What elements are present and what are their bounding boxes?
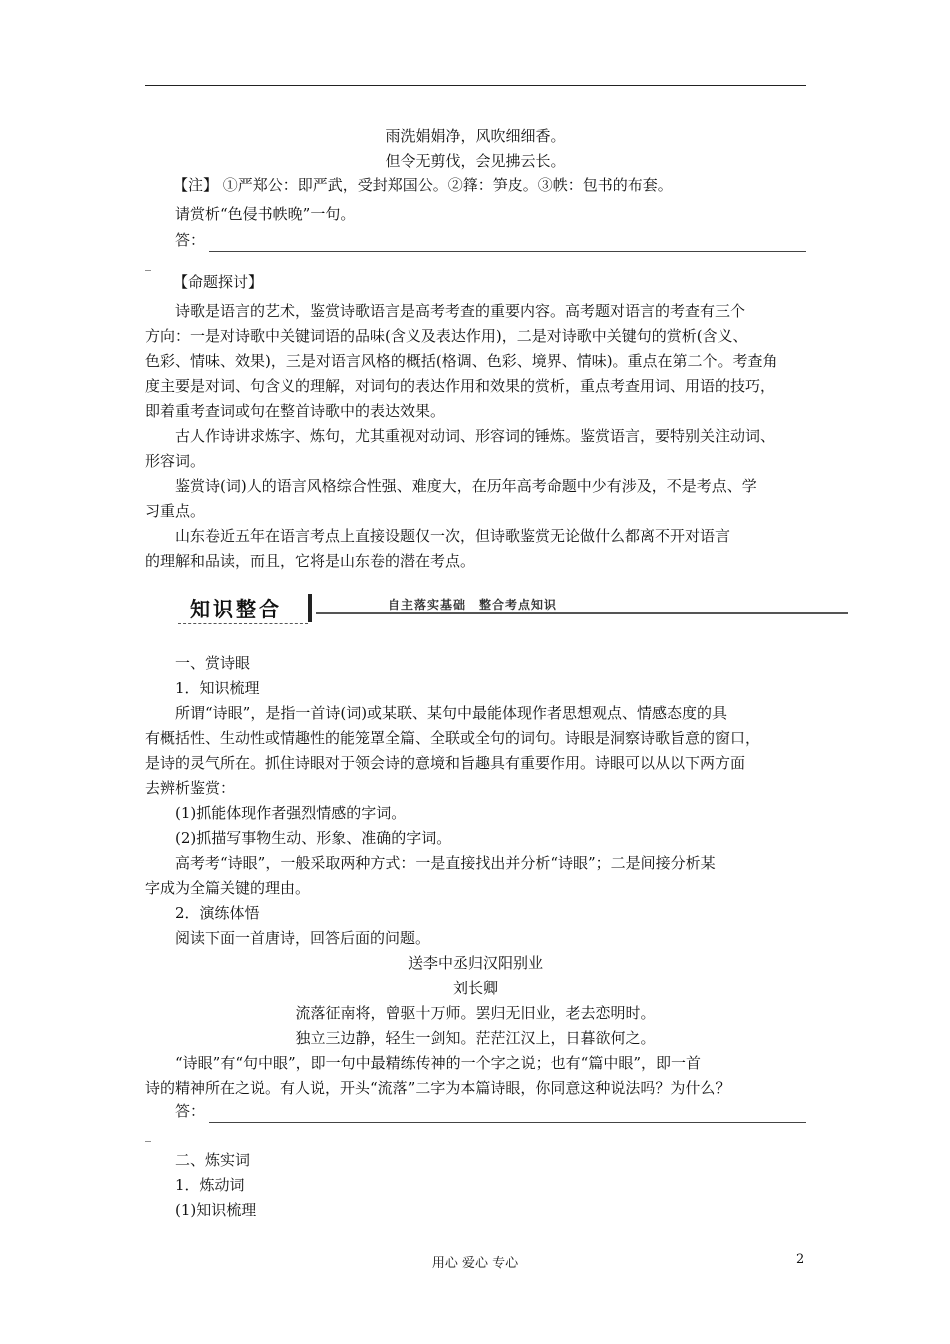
- paragraph-line: 高考考“诗眼”，一般采取两种方式：一是直接找出并分析“诗眼”；二是间接分析某: [175, 854, 716, 872]
- paragraph-line: 的理解和品读，而且，它将是山东卷的潜在考点。: [145, 552, 476, 570]
- paragraph-line: 是诗的灵气所在。抓住诗眼对于领会诗的意境和旨趣具有重要作用。诗眼可以从以下两方面: [145, 754, 746, 772]
- paragraph-line: 去辨析鉴赏：: [145, 779, 236, 797]
- answer-line[interactable]: [145, 1099, 806, 1123]
- banner-underline: [178, 623, 308, 624]
- banner-divider: [308, 594, 312, 622]
- paragraph-line: 诗歌是语言的艺术，鉴赏诗歌语言是高考考查的重要内容。高考题对语言的考查有三个: [175, 302, 746, 320]
- paragraph-line: 山东卷近五年在语言考点上直接设题仅一次，但诗歌鉴赏无论做什么都离不开对语言: [175, 527, 731, 545]
- answer-label: 答：: [175, 231, 206, 249]
- paragraph-line: 字成为全篇关键的理由。: [145, 879, 311, 897]
- paragraph-line: 所谓“诗眼”，是指一首诗(词)或某联、某句中最能体现作者思想观点、情感态度的具: [175, 704, 728, 722]
- paragraph-line: 方向：一是对诗歌中关键词语的品味(含义及表达作用)，二是对诗歌中关键句的赏析(含义、: [145, 327, 748, 345]
- poem-line: 流落征南将，曾驱十万师。罢归无旧业，老去恋明时。: [295, 1004, 656, 1022]
- paragraph-line: 即着重考查词或句在整首诗歌中的表达效果。: [145, 402, 446, 420]
- answer-line[interactable]: [145, 228, 806, 252]
- question-text: “诗眼”有“句中眼”，即一句中最精练传神的一个字之说；也有“篇中眼”，即一首: [175, 1054, 702, 1072]
- banner-subtitle: 自主落实基础 整合考点知识: [388, 598, 558, 612]
- subsection-heading: 2．演练体悟: [175, 904, 260, 922]
- paragraph-line: 习重点。: [145, 502, 206, 520]
- banner-title: 知识整合: [190, 597, 282, 621]
- continuation-mark: _: [145, 257, 151, 271]
- subsection-heading: (1)知识梳理: [175, 1201, 257, 1219]
- poem-author: 刘长卿: [452, 979, 498, 997]
- paragraph-line: 有概括性、生动性或情趣性的能笼罩全篇、全联或全句的词句。诗眼是洞察诗歌旨意的窗口，: [145, 729, 761, 747]
- section-banner: [178, 593, 848, 625]
- paragraph-line: 度主要是对词、句含义的理解，对词句的表达作用和效果的赏析，重点考查用词、用语的技巧，: [145, 377, 776, 395]
- paragraph-line: 古人作诗讲求炼字、炼句，尤其重视对动词、形容词的锤炼。鉴赏语言，要特别关注动词、: [175, 427, 776, 445]
- list-item: (2)抓描写事物生动、形象、准确的字词。: [175, 829, 452, 847]
- annotation-note: 【注】 ①严郑公：即严武，受封郑国公。②箨：笋皮。③帙：包书的布套。: [173, 176, 673, 194]
- poem-line: 但令无剪伐，会见拂云长。: [385, 152, 566, 170]
- poem-title: 送李中丞归汉阳别业: [407, 954, 543, 972]
- paragraph-line: 鉴赏诗(词)人的语言风格综合性强、难度大，在历年高考命题中少有涉及，不是考点、学: [175, 477, 757, 495]
- paragraph-line: 阅读下面一首唐诗，回答后面的问题。: [175, 929, 431, 947]
- list-item: (1)抓能体现作者强烈情感的字词。: [175, 804, 407, 822]
- continuation-mark: _: [145, 1128, 151, 1142]
- header-rule: [145, 85, 806, 86]
- section-heading: 二、炼实词: [175, 1151, 251, 1169]
- poem-line: 独立三边静，轻生一剑知。茫茫江汉上，日暮欲何之。: [295, 1029, 656, 1047]
- paragraph-line: 形容词。: [145, 452, 206, 470]
- paragraph-line: 色彩、情味、效果)，三是对语言风格的概括(格调、色彩、境界、情味)。重点在第二个。考查角: [145, 352, 778, 370]
- footer-text: 用心 爱心 专心: [431, 1256, 519, 1271]
- subsection-heading: 1．知识梳理: [175, 679, 260, 697]
- subsection-heading: 1．炼动词: [175, 1176, 245, 1194]
- section-heading: 【命题探讨】: [173, 273, 264, 291]
- section-heading: 一、赏诗眼: [175, 654, 251, 672]
- answer-blank[interactable]: [209, 1106, 806, 1123]
- question-text: 请赏析“色侵书帙晚”一句。: [175, 205, 356, 223]
- answer-label: 答：: [175, 1102, 206, 1120]
- answer-blank[interactable]: [209, 235, 806, 252]
- question-text: 诗的精神所在之说。有人说，开头“流落”二字为本篇诗眼，你同意这种说法吗？为什么？: [145, 1079, 731, 1097]
- poem-line: 雨洗娟娟净，风吹细细香。: [385, 127, 566, 145]
- page-number: 2: [796, 1252, 805, 1267]
